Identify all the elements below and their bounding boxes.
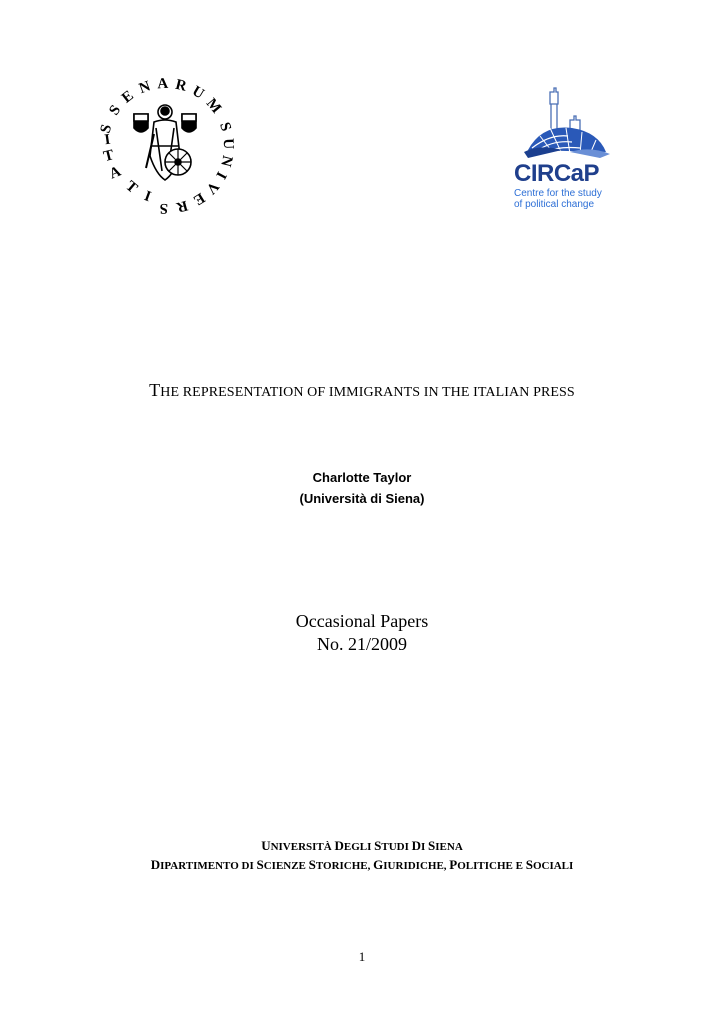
svg-text:R: R — [173, 76, 189, 95]
svg-text:A: A — [156, 75, 169, 93]
svg-text:S: S — [216, 120, 234, 134]
paper-title-initial: T — [149, 380, 161, 400]
svg-text:I: I — [142, 188, 154, 206]
circap-tower-icon — [510, 84, 620, 162]
university-name: UNIVERSITÀ DEGLI STUDI DI SIENA — [261, 838, 463, 853]
svg-text:S: S — [106, 102, 125, 119]
author-affiliation: (Università di Siena) — [299, 491, 425, 506]
circap-logo — [510, 84, 620, 216]
svg-text:U: U — [189, 83, 207, 103]
svg-text:V: V — [202, 178, 222, 197]
series-name: Occasional Papers — [295, 611, 429, 631]
circap-wordmark: CIRCaP — [514, 160, 600, 187]
svg-text:T: T — [122, 178, 141, 197]
siena-seal-logo — [97, 75, 237, 217]
paper-title-rest: HE REPRESENTATION OF IMMIGRANTS IN THE ITALIAN PRESS — [160, 385, 575, 400]
svg-text:E: E — [118, 87, 137, 107]
circap-tagline-line1: Centre for the study — [514, 188, 602, 199]
svg-text:R: R — [174, 196, 190, 216]
svg-text:E: E — [190, 189, 208, 209]
svg-text:N: N — [217, 153, 236, 169]
series-number: No. 21/2009 — [317, 634, 407, 654]
svg-text:A: A — [107, 163, 124, 183]
svg-text:T: T — [101, 147, 116, 166]
svg-text:I: I — [103, 131, 112, 149]
department-name: DIPARTIMENTO DI SCIENZE STORICHE, GIURIDICHE, POLITICHE E SOCIALI — [150, 857, 574, 872]
page-number: 1 — [358, 949, 366, 964]
circap-tagline-line2: of political change — [514, 199, 595, 210]
svg-text:N: N — [136, 78, 153, 98]
svg-text:M: M — [202, 95, 225, 117]
svg-text:S: S — [159, 199, 169, 217]
svg-text:S: S — [97, 122, 116, 136]
paper-title — [0, 380, 724, 401]
author-name: Charlotte Taylor — [312, 470, 412, 485]
svg-text:U: U — [219, 138, 237, 150]
svg-text:I: I — [212, 168, 230, 182]
